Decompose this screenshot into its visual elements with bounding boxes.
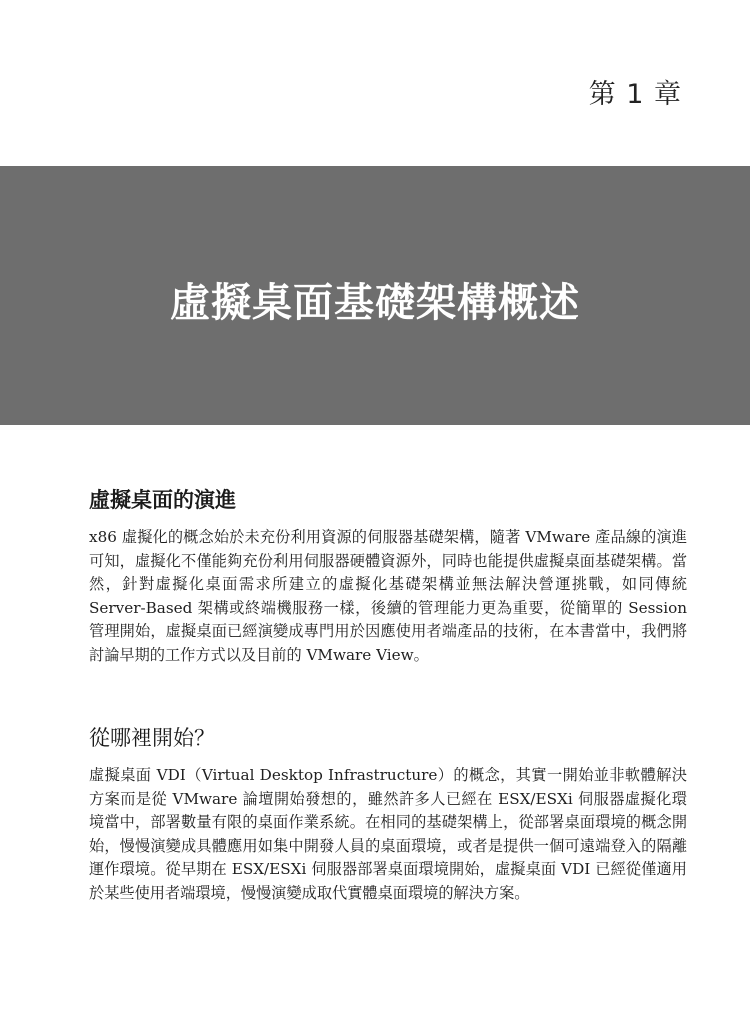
chapter-title: 虛擬桌面基礎架構概述	[170, 280, 580, 326]
section-paragraph: 虛擬桌面 VDI（Virtual Desktop Infrastructure）的概念，其實一開始並非軟體解決方案而是從 VMware 論壇開始發想的，雖然許多人已經在 ESX/ESXi 伺服器虛擬化環境當中，部署數量有限的桌面作業系統。在相同的基礎架構上，從部署桌面環境的概念開始，慢慢演變成具體應用如集中開發人員的桌面環境，或者是提供一個可遠端登入的隔離運作環境。從早期在 ESX/ESXi 伺服器部署桌面環境開始，虛擬桌面 VDI 已經從僅適用於某些使用者端環境，慢慢演變成取代實體桌面環境的解決方案。	[89, 766, 687, 902]
chapter-number: 第 1 章	[588, 79, 682, 110]
section-where-to-start	[89, 722, 687, 906]
section-paragraph: x86 虛擬化的概念始於未充份利用資源的伺服器基礎架構，隨著 VMware 產品線的演進可知，虛擬化不僅能夠充份利用伺服器硬體資源外，同時也能提供虛擬桌面基礎架構。當然，針對虛擬化桌面需求所建立的虛擬化基礎架構並無法解決營運挑戰，如同傳統 Server-Based 架構或終端機服務一樣，後續的管理能力更為重要，從簡單的 Session 管理開始，虛擬桌面已經演變成專門用於因應使用者端產品的技術，在本書當中，我們將討論早期的工作方式以及目前的 VMware View。	[89, 528, 687, 664]
section-heading: 從哪裡開始？	[89, 726, 215, 750]
section-evolution	[89, 484, 687, 668]
section-heading: 虛擬桌面的演進	[89, 488, 236, 512]
